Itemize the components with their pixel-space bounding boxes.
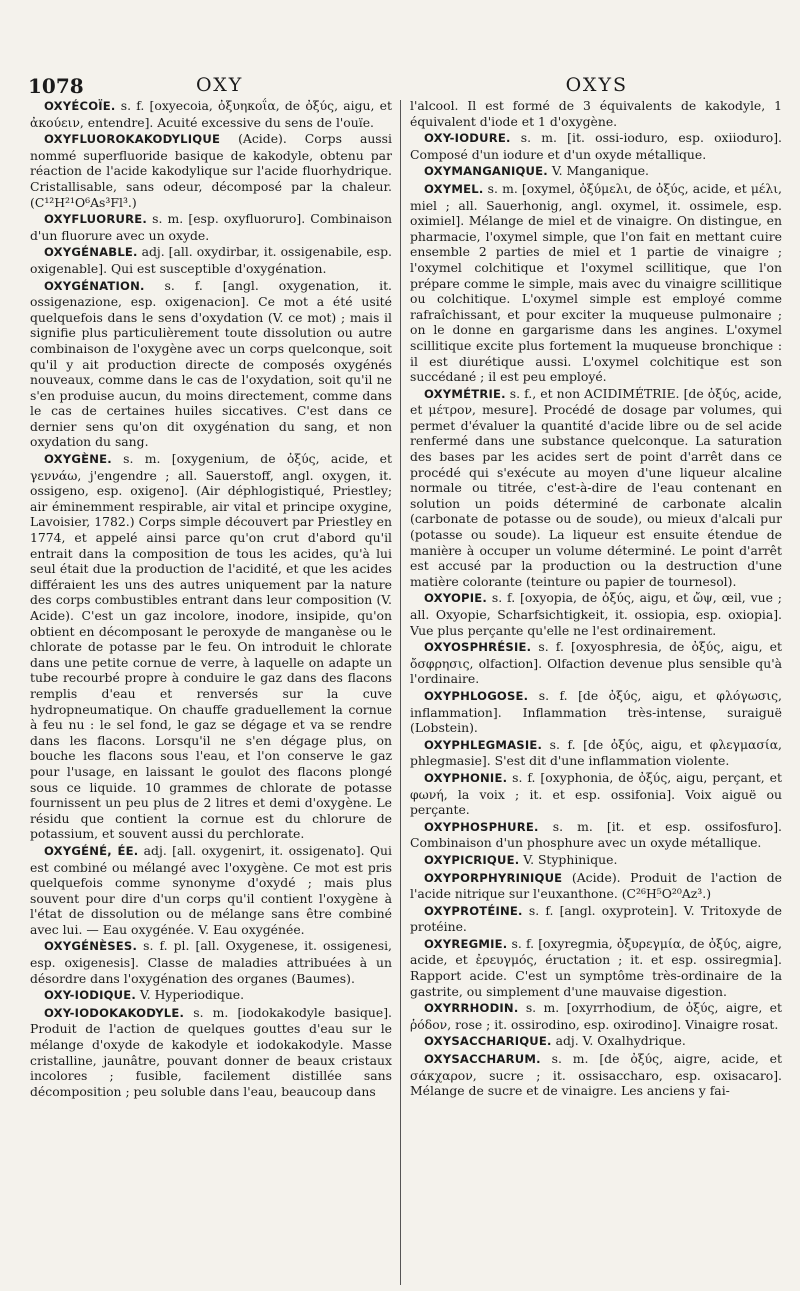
entry-headword: OXYPHLEGMASIE. xyxy=(424,737,543,752)
entry-headword: OXYRRHODIN. xyxy=(424,1001,519,1016)
entry-definition: adj. [all. oxygenirt, it. ossigenato]. Qui est combiné ou mélangé avec l'oxygène. Ce mot est pris quelquefois comme synonyme d'oxydé ; mais plus souvent pour dire d'un corps qu'il contient l'oxygène à l'état de dissolution ou de mélange sans être combiné avec lui. — Eau oxygénée. V. Eau oxygénée. xyxy=(30,842,392,937)
dictionary-entry xyxy=(410,852,782,869)
dictionary-entry xyxy=(30,843,392,938)
dictionary-entry xyxy=(410,819,782,851)
entry-headword: OXYMÉTRIE. xyxy=(424,386,506,401)
dictionary-entry xyxy=(30,98,392,130)
column-divider xyxy=(400,100,401,1285)
dictionary-entry xyxy=(410,1051,782,1099)
dictionary-entry xyxy=(410,936,782,999)
dictionary-entry xyxy=(30,211,392,243)
dictionary-entry xyxy=(410,1033,782,1050)
dictionary-entry xyxy=(410,870,782,902)
entry-headword: OXYOPIE. xyxy=(424,591,487,606)
running-head-right: OXYS xyxy=(565,74,628,96)
entry-definition: s. m. [de ὀξύς, aigre, acide, et σάκχαρον, sucre ; it. ossisaccharo, esp. oxisacaro]. Mélange de sucre et de vinaigre. Les anciens y fai- xyxy=(410,1051,782,1099)
entry-definition: s. f., et non ACIDIMÉTRIE. [de ὀξύς, acide, et μέτρον, mesure]. Procédé de dosage par volumes, qui permet d'évaluer la quantité d'acide libre ou de sel acide renfermé dans une substance quelconque. La saturation des bases par les acides sert de point d'arrêt dans ce procédé qui s'exécute au moyen d'une liqueur alcaline normale ou titrée, c'est-à-dire de l'eau contenant en solution un poids déterminé de carbonate alcalin (carbonate de potasse ou de soude), ou mieux d'alcali pur (potasse ou soude). La liqueur est ensuite étendue de manière à occuper un volume déterminé. Le point d'arrêt est accusé par la production ou la destruction d'une matière colorante (teinture ou papier de tournesol). xyxy=(410,385,782,589)
entry-definition: s. f. pl. [all. Oxygenese, it. ossigenesi, esp. oxigenesis]. Classe de maladies attribuées à un désordre dans l'oxygénation des organes (Baumes). xyxy=(30,938,392,986)
entry-headword: OXYPICRIQUE. xyxy=(424,852,520,867)
entry-headword: OXYPORPHYRINIQUE xyxy=(424,870,563,885)
dictionary-entry xyxy=(410,688,782,736)
entry-headword: OXYGÉNÈSES. xyxy=(44,939,138,954)
dictionary-entry xyxy=(410,1000,782,1032)
dictionary-entry xyxy=(30,451,392,842)
entry-headword: OXYSACCHARIQUE. xyxy=(424,1034,552,1049)
entry-definition: s. f. [de ὀξύς, aigu, et φλεγμασία, phlegmasie]. S'est dit d'une inflammation violente. xyxy=(410,736,782,769)
entry-definition: s. m. [it. ossi-ioduro, esp. oxiioduro]. Composé d'un iodure et d'un oxyde métallique. xyxy=(410,130,782,162)
dictionary-entry xyxy=(30,1005,392,1100)
entry-definition: adj. V. Oxalhydrique. xyxy=(551,1033,686,1049)
entry-headword: OXY-IODURE. xyxy=(424,131,511,146)
entry-headword: OXY-IODIQUE. xyxy=(44,988,136,1003)
entry-definition: s. m. [oxyrrhodium, de ὀξύς, aigre, et ῥόδον, rose ; it. ossirodino, esp. oxirodino]. Vinaigre rosat. xyxy=(410,1000,782,1032)
dictionary-entry xyxy=(410,98,782,129)
dictionary-entry xyxy=(410,639,782,687)
right-column xyxy=(410,98,782,1288)
entry-headword: OXYGÉNATION. xyxy=(44,278,145,293)
entry-headword: OXYFLUORURE. xyxy=(44,212,147,227)
entry-definition: V. Hyperiodique. xyxy=(135,987,245,1003)
entry-headword: OXYREGMIE. xyxy=(424,936,508,951)
dictionary-entry xyxy=(30,131,392,210)
entry-headword: OXYMANGANIQUE. xyxy=(424,164,548,179)
entry-headword: OXYPHOSPHURE. xyxy=(424,819,539,834)
dictionary-entry xyxy=(410,770,782,818)
entry-definition: s. f. [oxyopia, de ὀξύς, aigu, et ὤψ, œil, vue ; all. Oxyopie, Scharfsichtigkeit, it. ossiopia, esp. oxiopia]. Vue plus perçante qu'elle ne l'est ordinairement. xyxy=(410,590,782,638)
page-header xyxy=(28,70,780,100)
entry-definition: s. f. [oxyosphresia, de ὀξύς, aigu, et ὄσφρησις, olfaction]. Olfaction devenue plus sensible qu'à l'ordinaire. xyxy=(410,639,782,687)
entry-definition: s. m. [esp. oxyfluoruro]. Combinaison d'un fluorure avec un oxyde. xyxy=(30,211,392,243)
entry-headword: OXYPHONIE. xyxy=(424,770,508,785)
dictionary-entry xyxy=(410,590,782,638)
entry-definition: s. m. [oxygenium, de ὀξύς, acide, et γεννάω, j'engendre ; all. Sauerstoff, angl. oxygen, it. ossigeno, esp. oxigeno]. (Air déphlogistiqué, Priestley; air éminemment respirable, air vital et principe oxygine, Lavoisier, 1782.) Corps simple découvert par Priestley en 1774, et appelé ainsi parce qu'on crut d'abord qu'il entrait dans la composition de tous les acides, qu'à lui seul était due la production de l'acidité, et que les acides différaient les uns des autres uniquement par la nature des corps combustibles entrant dans leur composition (V. Acide). C'est un gaz incolore, inodore, insipide, qu'on obtient en décomposant le peroxyde de manganèse ou le chlorate de potasse par le feu. On introduit le chlorate dans une petite cornue de verre, à laquelle on adapte un tube recourbé propre à conduire le gaz dans des flacons remplis d'eau et renversés sur la cuve hydropneumatique. On chauffe graduellement la cornue à feu nu : le sel fond, le gaz se dégage et va se rendre dans les flacons. Lorsqu'il ne s'en dégage plus, on bouche les flacons sous l'eau, et l'on conserve le gaz pour l'usage, en laissant le goulot des flacons plongé sous ce liquide. 10 grammes de chlorate de potasse fournissent un peu plus de 2 litres et demi d'oxygène. Le résidu que contient la cornue est du chlorure de potassium, et souvent aussi du perchlorate. xyxy=(30,451,392,842)
dictionary-entry xyxy=(410,181,782,385)
entry-headword: OXYMEL. xyxy=(424,181,484,196)
dictionary-entry xyxy=(410,903,782,935)
entry-definition: (Acide). Produit de l'action de l'acide nitrique sur l'euxanthone. (C²⁶H⁵O²⁰Az³.) xyxy=(410,869,782,902)
left-column xyxy=(30,98,392,1288)
entry-definition: s. m. [iodokakodyle basique]. Produit de l'action de quelques gouttes d'eau sur le mélange d'oxyde de kakodyle et iodokakodyle. Masse cristalline, jaunâtre, pouvant donner de beaux cristaux incolores ; fusible, facilement distillée sans décomposition ; peu soluble dans l'eau, beaucoup dans xyxy=(30,1004,392,1099)
entry-definition: adj. [all. oxydirbar, it. ossigenabile, esp. oxigenable]. Qui est susceptible d'oxygénation. xyxy=(30,244,392,276)
entry-definition: s. m. [oxymel, ὀξύμελι, de ὀξύς, acide, et μέλι, miel ; all. Sauerhonig, angl. oxymel, it. ossimele, esp. oximiel]. Mélange de miel et de vinaigre. On distingue, en pharmacie, l'oxymel simple, que l'on fait en mettant cuire ensemble 2 parties de miel et 1 partie de vinaigre ; l'oxymel colchitique et l'oxymel scillitique, que l'on prépare comme le simple, mais avec du vinaigre scillitique ou colchitique. L'oxymel simple est employé comme rafraîchissant, et pour exciter la muqueuse pulmonaire ; on le donne en gargarisme dans les angines. L'oxymel scillitique excite plus fortement la muqueuse bronchique : il est diurétique aussi. L'oxymel colchitique est son succédané ; il est peu employé. xyxy=(410,180,782,385)
entry-headword: OXYGÉNABLE. xyxy=(44,245,138,260)
dictionary-entry xyxy=(30,244,392,276)
entry-headword: OXYÉCOÏE. xyxy=(44,99,116,113)
entry-headword: OXYPHLOGOSE. xyxy=(424,688,529,703)
entry-headword: OXYGÈNE. xyxy=(44,452,112,467)
dictionary-entry xyxy=(30,278,392,451)
entry-headword: OXYGÉNÉ, ÉE. xyxy=(44,843,139,858)
entry-headword: OXYFLUOROKAKODYLIQUE xyxy=(44,132,221,147)
dictionary-entry xyxy=(410,130,782,162)
entry-definition: s. f. [oxyecoia, ὀξυηκοΐα, de ὀξύς, aigu, et ἀκούειν, entendre]. Acuité excessive du sens de l'ouïe. xyxy=(30,98,392,130)
entry-headword: OXYOSPHRÉSIE. xyxy=(424,640,532,655)
dictionary-entry xyxy=(410,386,782,590)
entry-definition: V. Styphinique. xyxy=(519,851,618,867)
dictionary-entry xyxy=(30,938,392,986)
page-number: 1078 xyxy=(28,74,84,98)
entry-definition: l'alcool. Il est formé de 3 équivalents de kakodyle, 1 équivalent d'iode et 1 d'oxygène. xyxy=(410,98,782,129)
entry-definition: s. m. [it. et esp. ossifosfuro]. Combinaison d'un phosphure avec un oxyde métallique. xyxy=(410,818,782,851)
entry-definition: s. f. [angl. oxyprotein]. V. Tritoxyde de protéine. xyxy=(410,902,782,935)
entry-headword: OXY-IODOKAKODYLE. xyxy=(44,1005,185,1020)
entry-definition: (Acide). Corps aussi nommé superfluoride basique de kakodyle, obtenu par réaction de l'acide kakodylique sur l'acide fluorhydrique. Cristallisable, sans odeur, décomposé par la chaleur. (C¹²H²¹O⁶As³Fl³.) xyxy=(30,131,392,210)
entry-definition: s. f. [oxyregmia, ὀξυρεγμία, de ὀξύς, aigre, acide, et ἐρευγμός, éructation ; it. et esp. ossiregmia]. Rapport acide. C'est un symptôme très-ordinaire de la gastrite, ou simplement d'une mauvaise digestion. xyxy=(410,935,782,999)
entry-headword: OXYPROTÉINE. xyxy=(424,903,523,918)
entry-definition: s. f. [angl. oxygenation, it. ossigenazione, esp. oxigenacion]. Ce mot a été usité quelquefois dans le sens d'oxydation (V. ce mot) ; mais il signifie plus particulièrement toute dissolution ou autre combinaison de l'oxygène avec un corps quelconque, soit qu'il y ait production directe de composés oxygénés nouveaux, comme dans le cas de l'oxydation, soit qu'il ne s'en produise aucun, du moins directement, comme dans le cas de certaines huiles siccatives. C'est dans ce dernier sens qu'on dit oxygénation du sang, et non oxydation du sang. xyxy=(30,277,392,450)
running-head-left: OXY xyxy=(196,74,244,96)
entry-definition: V. Manganique. xyxy=(547,163,649,179)
dictionary-entry xyxy=(410,163,782,180)
entry-definition: s. f. [de ὀξύς, aigu, et φλόγωσις, inflammation]. Inflammation très-intense, suraiguë (Lobstein). xyxy=(410,687,782,736)
dictionary-entry xyxy=(410,737,782,769)
dictionary-entry xyxy=(30,987,392,1004)
entry-headword: OXYSACCHARUM. xyxy=(424,1052,541,1067)
entry-definition: s. f. [oxyphonia, de ὀξύς, aigu, perçant, et φωνή, la voix ; it. et esp. ossifonia]. Voix aiguë ou perçante. xyxy=(410,769,782,818)
